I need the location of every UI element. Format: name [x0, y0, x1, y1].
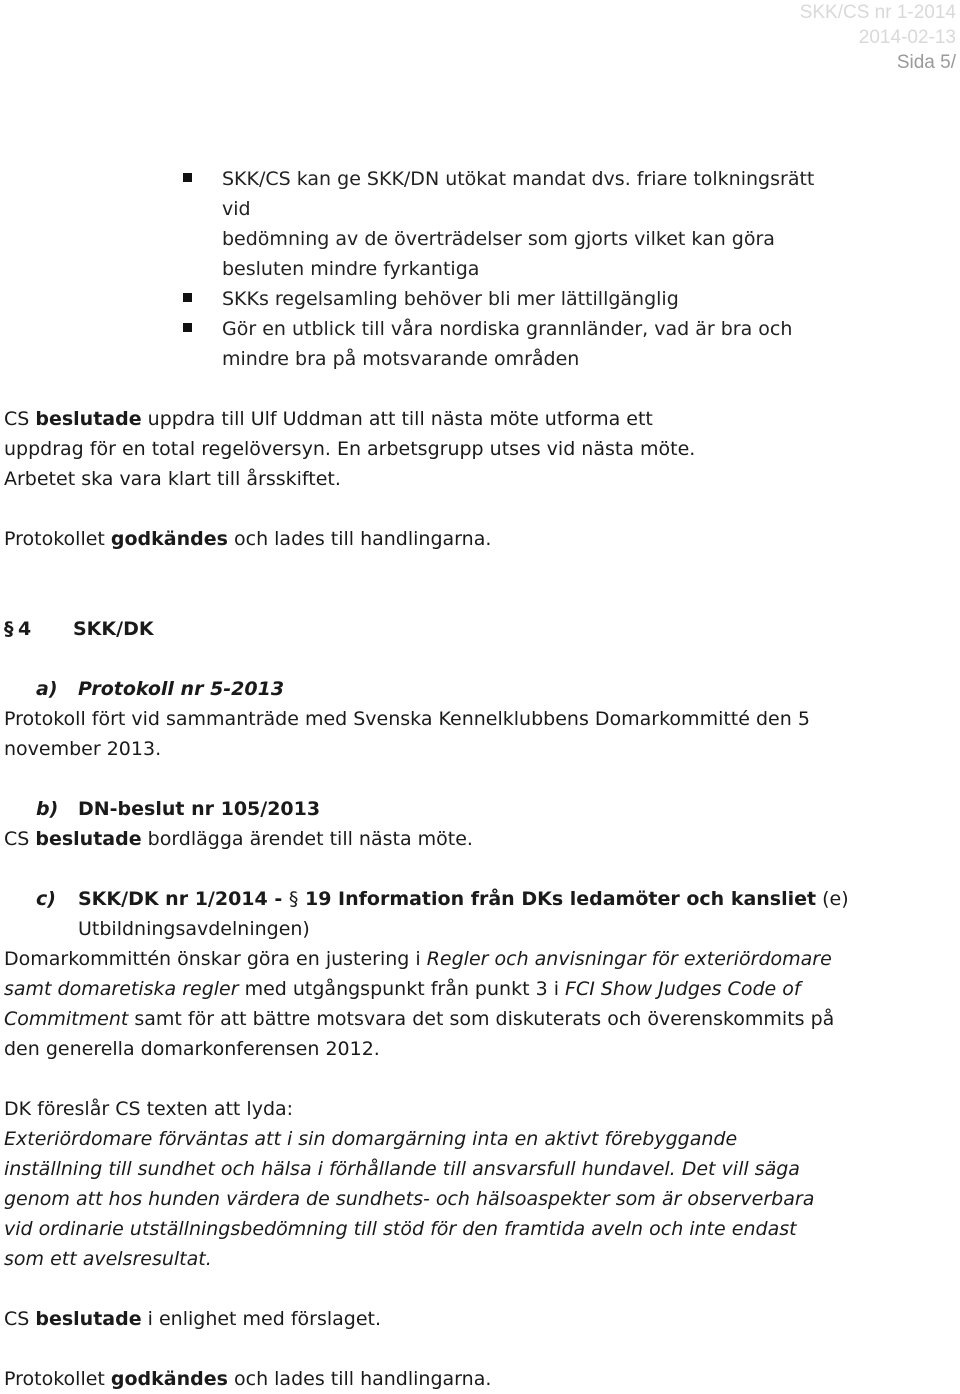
protocol-approved-final: Protokollet godkändes och lades till handlingarna.	[4, 1368, 492, 1390]
proposal-paragraph: DK föreslår CS texten att lyda: Exteriördomare förväntas att i sin domargärning inta en aktivt förebyggande inställning till sundhet och hälsa i förhållande till ansvarsfull hundavel. Det vill säga genom att hos hunden värdera de sundhets- och hälsoaspekter som är observerbara vid ordinarie utställningsbedömning till stöd för den framtida aveln och inte endast som ett avelsresultat.	[4, 1098, 815, 1270]
decision-paragraph: CS beslutade uppdra till Ulf Uddman att till nästa möte utforma ett uppdrag för en total regelöversyn. En arbetsgrupp utses vid nästa möte. Arbetet ska vara klart till årsskiftet.	[4, 408, 696, 490]
decision-c: CS beslutade i enlighet med förslaget.	[4, 1308, 382, 1330]
document-reference: SKK/CS nr 1-2014	[799, 2, 956, 23]
square-bullet-icon	[183, 293, 192, 302]
page-number: Sida 5/	[896, 52, 956, 73]
page-header	[800, 0, 956, 75]
bullet-list	[4, 164, 904, 374]
list-item: SKKs regelsamling behöver bli mer lättillgänglig	[4, 284, 904, 314]
document-body	[4, 164, 904, 1394]
square-bullet-icon	[183, 173, 192, 182]
section-heading: § 4 SKK/DK	[4, 614, 904, 644]
subsection-b: b) DN-beslut nr 105/2013 CS beslutade bordlägga ärendet till nästa möte.	[4, 798, 473, 850]
list-item: SKK/CS kan ge SKK/DN utökat mandat dvs. friare tolkningsrätt vid bedömning av de överträdelser som gjorts vilket kan göra besluten mindre fyrkantiga	[4, 164, 904, 284]
protocol-approved: Protokollet godkändes och lades till handlingarna.	[4, 528, 492, 550]
subsection-c: c) SKK/DK nr 1/2014 - § 19 Information från DKs ledamöter och kansliet (e) Utbildningsavdelningen) Domarkommittén önskar göra en justering i Regler och anvisningar för exteriördomare samt domaretiska regler med utgångspunkt från punkt 3 i FCI Show Judges Code of Commitment samt för att bättre motsvara det som diskuterats och överenskommits på den generella domarkonferensen 2012.	[4, 888, 849, 1060]
document-date: 2014-02-13	[858, 27, 956, 48]
subsection-a: a) Protokoll nr 5-2013 Protokoll fört vid sammanträde med Svenska Kennelklubbens Domarkommitté den 5 november 2013.	[4, 678, 810, 760]
section-sign: §	[4, 618, 14, 640]
square-bullet-icon	[183, 323, 192, 332]
list-item: Gör en utblick till våra nordiska grannländer, vad är bra och mindre bra på motsvarande områden	[4, 314, 904, 374]
